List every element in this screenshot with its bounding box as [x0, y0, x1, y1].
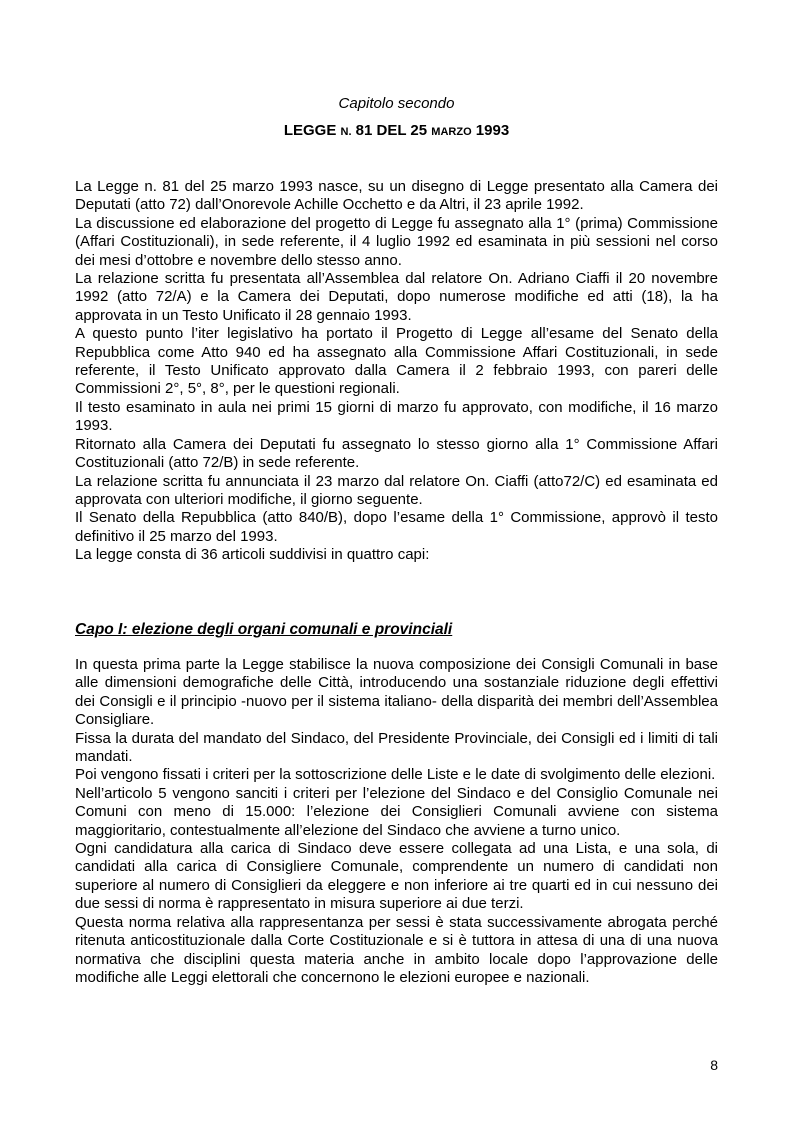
capo-i-section	[75, 656, 718, 987]
paragraph: Fissa la durata del mandato del Sindaco, del Presidente Provinciale, dei Consigli ed i limiti di tali mandati.	[75, 729, 718, 766]
paragraph: La discussione ed elaborazione del progetto di Legge fu assegnato alla 1° (prima) Commissione (Affari Costituzionali), in sede referente, il 4 luglio 1992 ed esaminata in più sessioni nel corso dei mesi d’ottobre e novembre dello stesso anno.	[75, 214, 718, 269]
title-smallcaps-month: MARZO	[431, 126, 472, 138]
paragraph: La relazione scritta fu annunciata il 23 marzo dal relatore On. Ciaffi (atto72/C) ed esaminata ed approvata con ulteriori modifiche, il giorno seguente.	[75, 472, 718, 508]
paragraph: Questa norma relativa alla rappresentanza per sessi è stata successivamente abrogata perché ritenuta anticostituzionale dalla Corte Costituzionale e si è tuttora in attesa di una di una nuova normativa che disciplini questa materia anche in ambito locale dopo l’approvazione delle modifiche alle Leggi elettorali che concernono le elezioni europee e nazionali.	[75, 913, 718, 986]
paragraph: A questo punto l’iter legislativo ha portato il Progetto di Legge all’esame del Senato della Repubblica come Atto 940 ed ha assegnato alla Commissione Affari Costituzionali, in sede referente, il Testo Unificato approvato dalla Camera il 2 febbraio 1993, con pareri delle Commissioni 2°, 5°, 8°, per le questioni regionali.	[75, 325, 718, 398]
chapter-label: Capitolo secondo	[338, 95, 455, 112]
title-part: LEGGE	[283, 122, 341, 139]
title-part: 81 DEL 25	[351, 122, 432, 139]
paragraph: In questa prima parte la Legge stabilisce la nuova composizione dei Consigli Comunali in base alle dimensioni demografiche delle Città, introducendo una sostanziale riduzione degli effettivi dei Consigli e il principio -nuovo per il sistema italiano- della disparità dei membri dell’Assemblea Consigliare.	[75, 656, 718, 729]
title-smallcaps-n: N.	[340, 126, 352, 138]
page-number: 8	[710, 1057, 718, 1073]
paragraph: La Legge n. 81 del 25 marzo 1993 nasce, su un disegno di Legge presentato alla Camera dei Deputati (atto 72) dall’Onorevole Achille Occhetto e da Altri, il 23 aprile 1992.	[75, 178, 718, 214]
paragraph: La legge consta di 36 articoli suddivisi in quattro capi:	[75, 546, 430, 564]
intro-section	[75, 178, 718, 565]
paragraph: Il Senato della Repubblica (atto 840/B), dopo l’esame della 1° Commissione, approvò il testo definitivo il 25 marzo del 1993.	[75, 509, 718, 545]
paragraph: Ogni candidatura alla carica di Sindaco deve essere collegata ad una Lista, e una sola, di candidati alla carica di Consigliere Comunale, comprendente un numero di candidati non superiore al numero di Consiglieri da eleggere e non inferiore ai tre quarti ed in cui nessuno dei due sessi di norma è rappresentato in misura superiore ai due terzi.	[75, 840, 718, 913]
paragraph: Ritornato alla Camera dei Deputati fu assegnato lo stesso giorno alla 1° Commissione Affari Costituzionali (atto 72/B) in sede referente.	[75, 435, 718, 472]
chapter-title	[0, 122, 793, 141]
paragraph: Poi vengono fissati i criteri per la sottoscrizione delle Liste e le date di svolgimento delle elezioni.	[75, 766, 716, 784]
paragraph: La relazione scritta fu presentata all’Assemblea dal relatore On. Adriano Ciaffi il 20 novembre 1992 (atto 72/A) e la Camera dei Deputati, dopo numerose modifiche ed atti (18), la ha approvata in un Testo Unificato il 28 gennaio 1993.	[75, 270, 718, 324]
section-heading: Capo I: elezione degli organi comunali e provinciali	[75, 621, 453, 638]
paragraph: Il testo esaminato in aula nei primi 15 giorni di marzo fu approvato, con modifiche, il 16 marzo 1993.	[75, 398, 718, 435]
paragraph: Nell’articolo 5 vengono sanciti i criteri per l’elezione del Sindaco e del Consiglio Comunale nei Comuni con meno di 15.000: l’elezione dei Consiglieri Comunali avviene con sistema maggioritario, contestualmente all’elezione del Sindaco che avviene a turno unico.	[75, 784, 718, 839]
title-part: 1993	[471, 122, 510, 139]
